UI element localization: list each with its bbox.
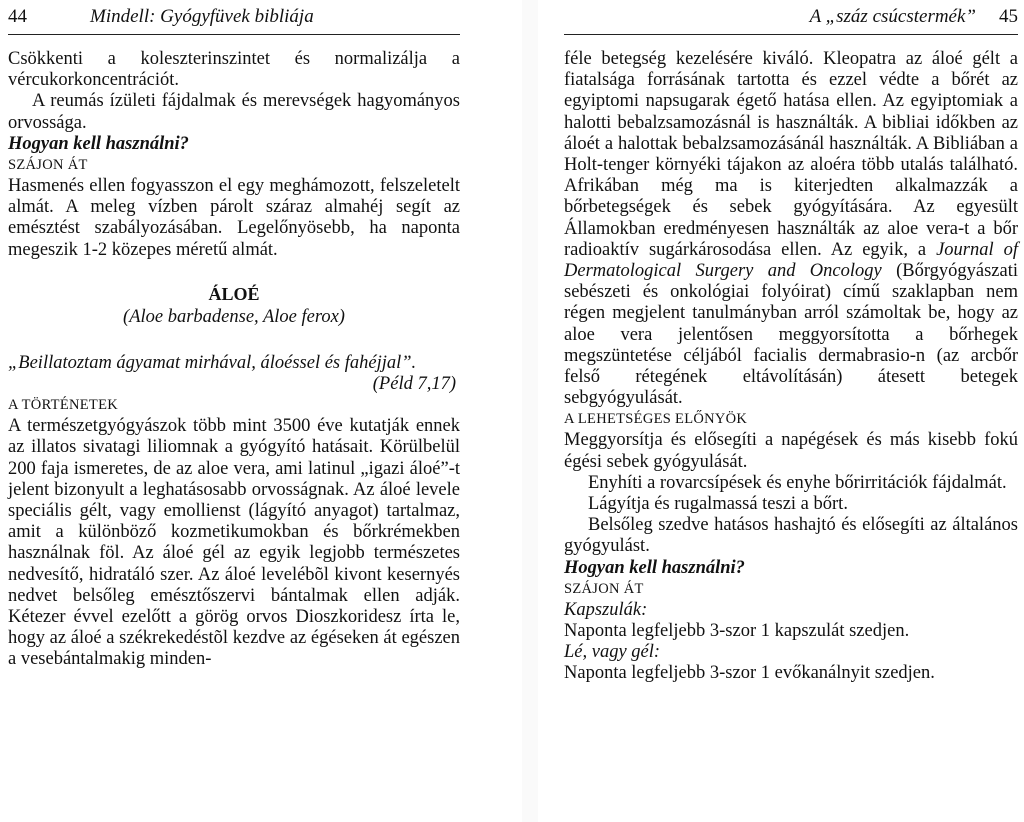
right-usage-heading: Hogyan kell használni? [564, 557, 745, 578]
left-oral-label: SZÁJON ÁT [8, 157, 88, 174]
journal-name: Journal of Dermatological Surgery and Oncology [564, 239, 1018, 282]
right-page [548, 0, 1024, 822]
bible-quote-reference: (Péld 7,17) [372, 374, 456, 395]
capsules-text: Naponta legfeljebb 3-szor 1 kapszulát szedjen. [564, 621, 910, 642]
book-gutter [522, 0, 538, 822]
history-text: A természetgyógyászok több mint 3500 éve kutatják ennek az illatos sivatagi liliomnak a gyógyító hatásait. Körülbelül 200 faja ismeretes, de az aloe vera, ami latinul „igazi áloé”-t jelent bizonyult a leghatásosabb orvosságnak. Az áloé levele speciális gélt, vagy emollienst (lágyító anyagot) tartalmaz, amit a különböző kozmetikumokban és bőrkrémekben használnak föl. Az áloé gél az egyik legjobb természetes nedvesítő, hidratáló szer. Az áloé levelébõl kivont kesernyés nedvet belsőleg emésztőszervi bántalmak ellen adják. Kétezer évvel ezelőtt a görög orvos Dioszkoridesz írta le, hogy az áloé a székrekedéstõl kezdve az égéseken át egészen a vesebántalmakig minden- [8, 416, 460, 670]
benefits-label: A LEHETSÉGES ELŐNYÖK [564, 411, 748, 428]
left-running-head [8, 0, 460, 35]
right-paragraph-1 [564, 49, 1018, 409]
intro-paragraph-2: A reumás ízületi fájdalmak és merevségek hagyományos orvossága. [8, 91, 460, 133]
benefit-2: Enyhíti a rovarcsípések és enyhe bőrirritációk fájdalmát. [588, 472, 1007, 493]
right-paragraph-1-text: féle betegség kezelésére kiváló. Kleopatra az áloé gélt a fiatalsága forrásának tartotta és ezzel védte a bőrét az egyiptomi napsugarak égető hatása ellen. Az egyiptomiak a halotti bebalzsamozásnál is használták. A bibliai időkben az áloét a halottak bebalzsamozásánál használták. A Bibliában a Holt-tenger környéki tájakon az aloéra több utalás található. Afrikában még ma is kiterjedten alkalmazzák a bőrbetegségek és sebek gyógyítására. Az egyesült Államokban eredményesen használták az aloe vera-t a bőr radioaktív sugárkárosodása ellen. Az egyik, a [564, 49, 1018, 260]
right-oral-label: SZÁJON ÁT [564, 580, 644, 597]
benefit-1: Meggyorsítja és elősegíti a napégések és más kisebb fokú égési sebek gyógyulását. [564, 430, 1018, 472]
left-page-number: 44 [8, 6, 27, 27]
right-page-number: 45 [999, 6, 1018, 27]
intro-paragraph-1: Csökkenti a koleszterinszintet és normalizálja a vércukorkoncentrációt. [8, 49, 460, 91]
juice-text: Naponta legfeljebb 3-szor 1 evőkanálnyit szedjen. [564, 663, 935, 684]
left-running-title: Mindell: Gyógyfüvek bibliája [90, 6, 314, 27]
history-label: A TÖRTÉNETEK [8, 397, 118, 414]
bible-quote: „Beillatoztam ágyamat mirhával, áloéssel és fahéjjal”. [8, 352, 417, 373]
left-usage-text: Hasmenés ellen fogyasszon el egy meghámozott, felszeletelt almát. A meleg vízben párolt száraz almahéj segít az emésztést szabályozásában. Legelőnyösebb, ha naponta megeszik 1-2 közepes méretű almát. [8, 176, 460, 260]
right-running-title: A „száz csúcstermék” [809, 6, 976, 27]
right-running-head [564, 0, 1018, 35]
left-usage-heading: Hogyan kell használni? [8, 133, 189, 154]
benefit-3: Lágyítja és rugalmassá teszi a bőrt. [588, 494, 848, 515]
benefit-4: Belsőleg szedve hatásos hashajtó és elősegíti az általános gyógyulást. [564, 515, 1018, 557]
juice-label: Lé, vagy gél: [564, 642, 661, 663]
plant-name: ÁLOÉ [208, 283, 260, 304]
plant-latin-name: (Aloe barbadense, Aloe ferox) [123, 306, 345, 327]
capsules-label: Kapszulák: [564, 599, 648, 620]
right-paragraph-1-continued: (Bőrgyógyászati sebészeti és onkológiai folyóirat) című szaklapban nem régen megjelent tanulmányban arról számoltak be, hogy az aloe vera jelentősen meggyorsította a bőrhegek megszüntetése céljából facialis dermabrasio-n (az arcbőr felső rétegének eltávolításán) átesett betegek sebgyógyulását. [564, 261, 1019, 409]
